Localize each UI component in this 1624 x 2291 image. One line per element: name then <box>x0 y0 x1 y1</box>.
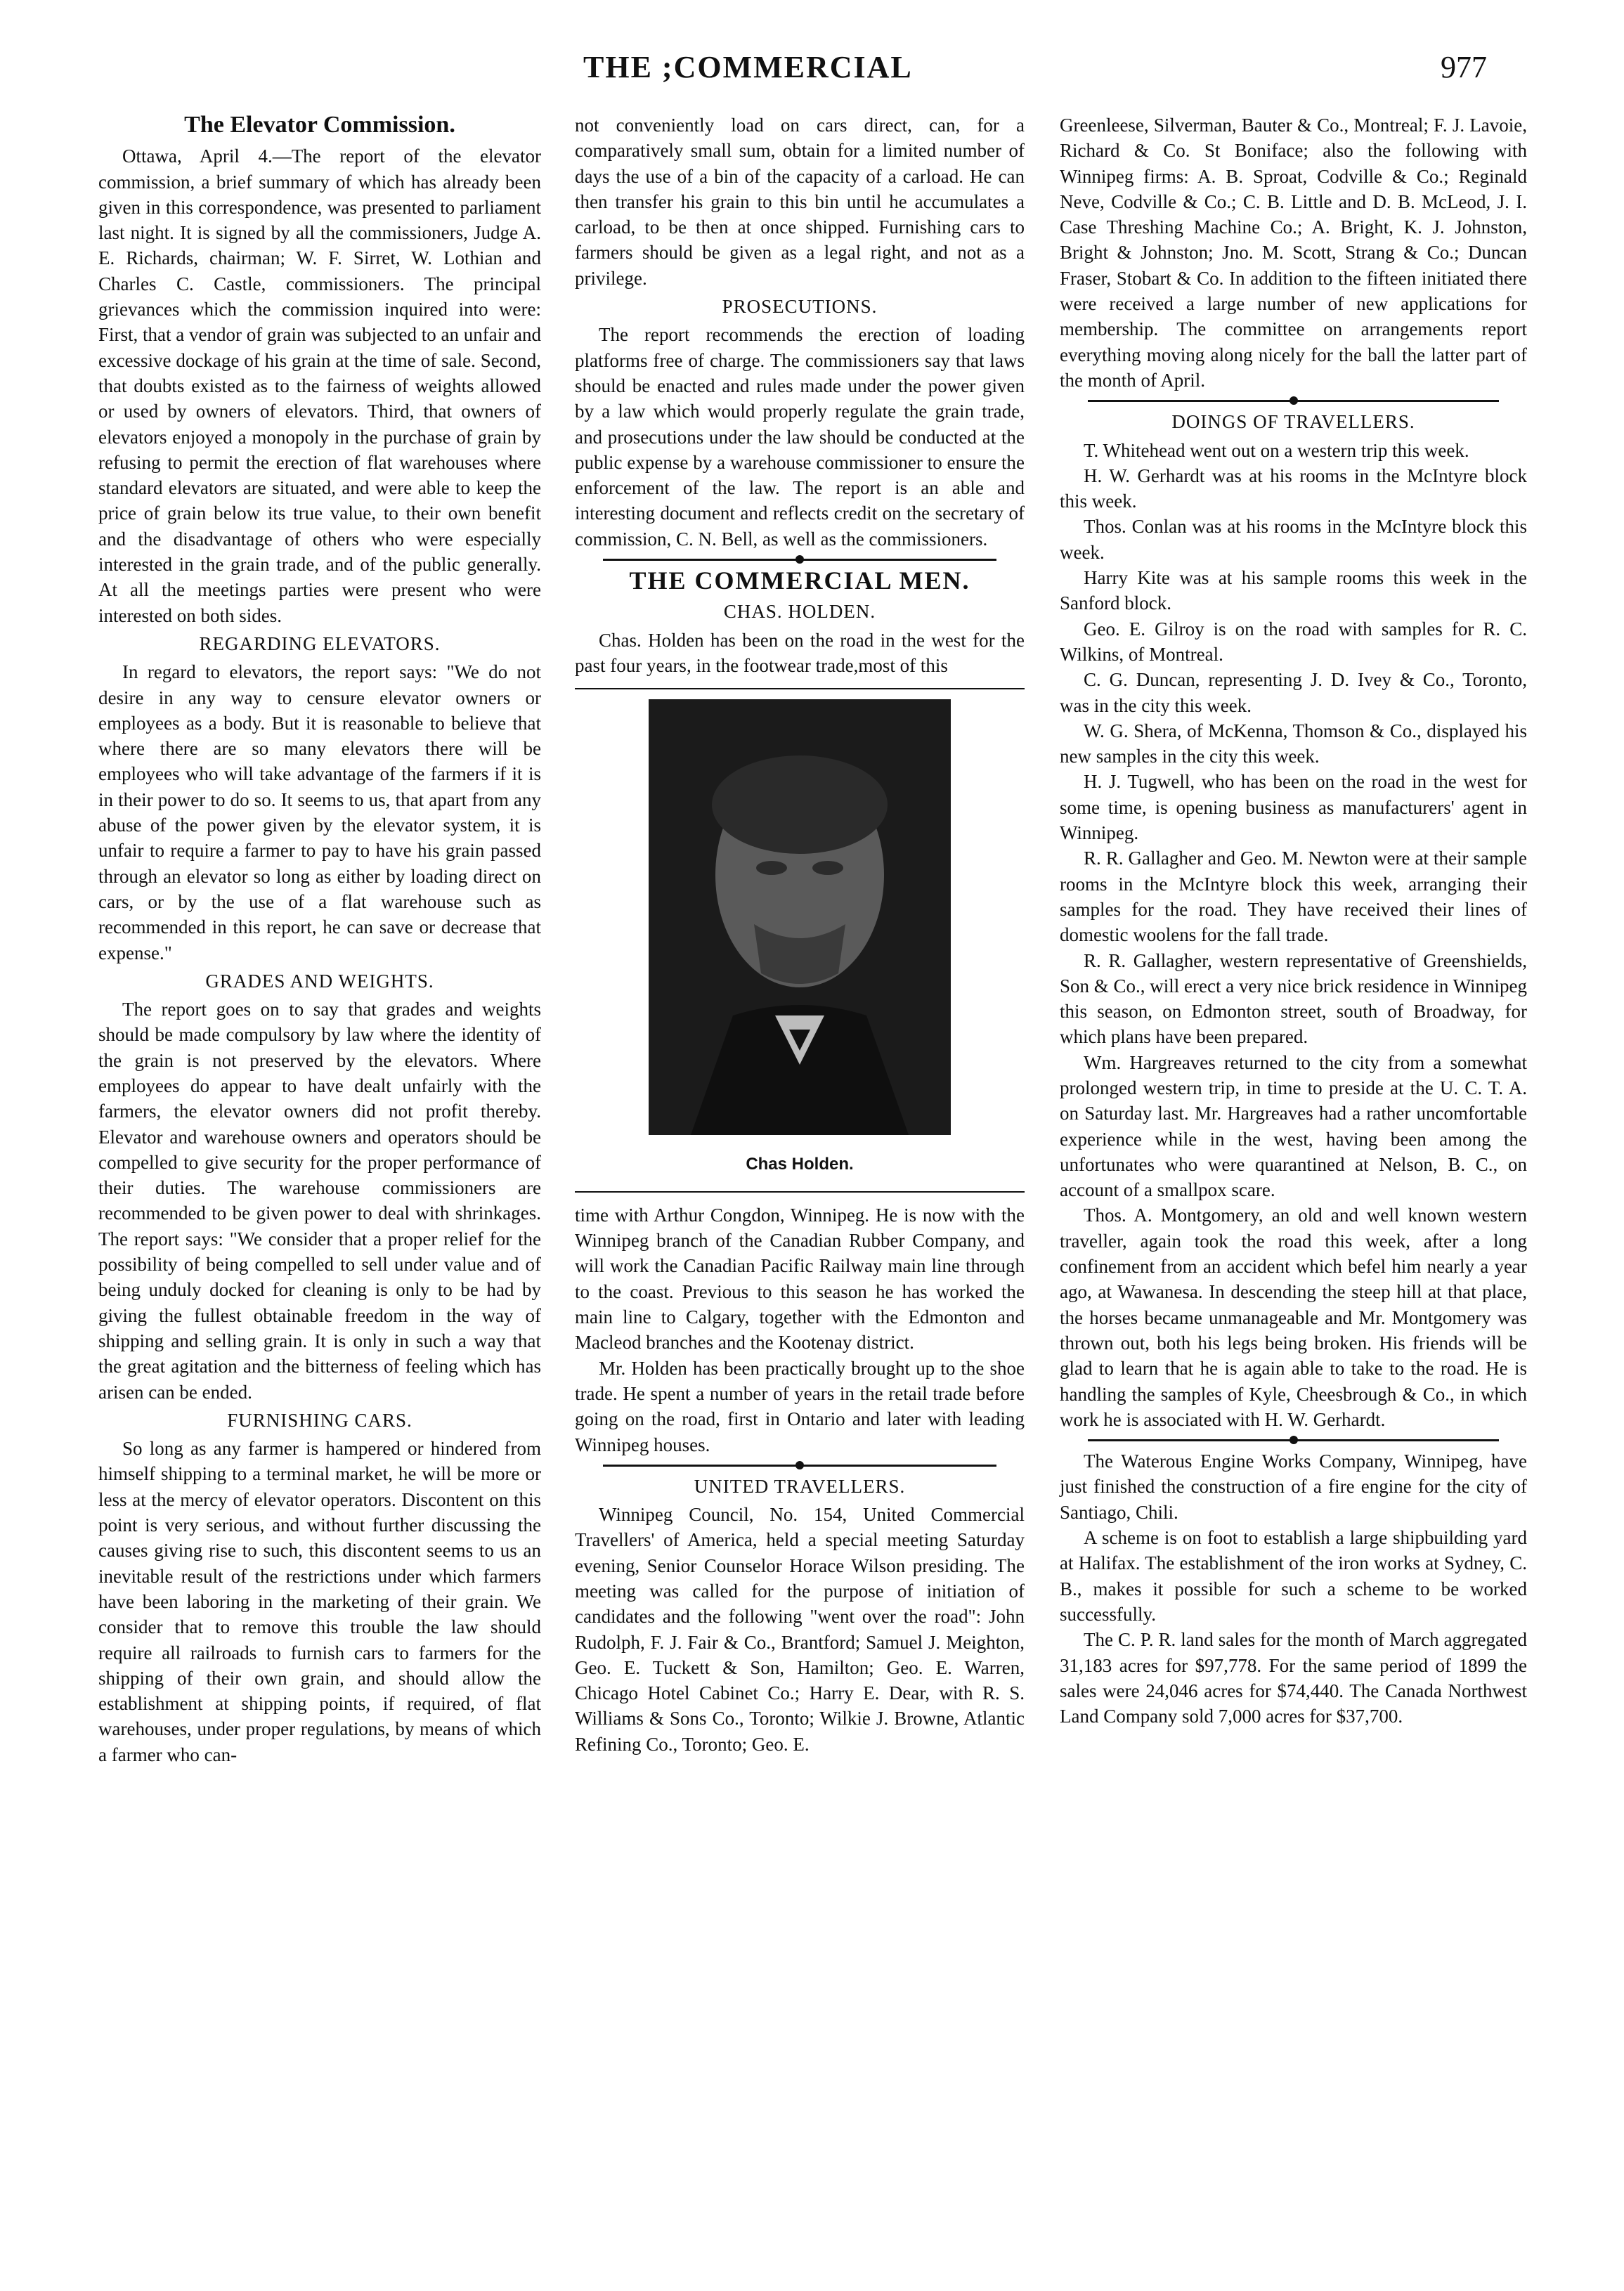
divider <box>603 1465 996 1467</box>
paragraph: The Waterous Engine Works Company, Winnipeg, have just finished the construction of a fire engine for the city of Santiago, Chili. <box>1060 1450 1527 1523</box>
news-item: C. G. Duncan, representing J. D. Ivey & Co., Toronto, was in the city this week. <box>1060 669 1527 716</box>
portrait-photo <box>649 699 951 1135</box>
news-item: Wm. Hargreaves returned to the city from a somewhat prolonged western trip, in time to preside at the U. C. T. A. on Saturday last. Mr. Hargreaves had a rather uncomfortable experience while in the west, having been among the unfortunates who were quarantined at Nelson, B. C., on account of a smallpox scare. <box>1060 1051 1527 1201</box>
section-heading-united-travellers: UNITED TRAVELLERS. <box>694 1475 906 1497</box>
news-item: Geo. E. Gilroy is on the road with samples for R. C. Wilkins, of Montreal. <box>1060 618 1527 665</box>
news-item: Thos. Conlan was at his rooms in the McIntyre block this week. <box>1060 516 1527 563</box>
paragraph: Chas. Holden has been on the road in the west for the past four years, in the footwear trade,most of this <box>575 629 1025 676</box>
portrait-caption: Chas Holden. <box>746 1154 854 1174</box>
news-item: H. W. Gerhardt was at his rooms in the McIntyre block this week. <box>1060 465 1527 512</box>
article-title-elevator-commission: The Elevator Commission. <box>184 112 455 138</box>
paragraph: A scheme is on foot to establish a large shipbuilding yard at Halifax. The establishment of the iron works at Sydney, C. B., makes it possible for such a scheme to be worked successfully. <box>1060 1527 1527 1625</box>
divider <box>575 1191 1025 1193</box>
section-heading-doings-of-travellers: DOINGS OF TRAVELLERS. <box>1171 411 1415 433</box>
paragraph: The report recommends the erection of loading platforms free of charge. The commissioners say that laws should be enacted and rules made under the power given by a law which would properly regulate the grain trade, and prosecutions under the law should be conducted at the public expense by a warehouse commissioner to ensure the enforcement of the law. The report is an able and interesting document and reflects credit on the secretary of commission, C. N. Bell, as well as the commissioners. <box>575 324 1025 550</box>
page-header <box>0 0 1624 105</box>
divider <box>603 559 996 561</box>
column-left <box>98 112 541 1767</box>
page-number: 977 <box>1441 50 1487 84</box>
article-subtitle: CHAS. HOLDEN. <box>723 601 876 623</box>
paragraph: Mr. Holden has been practically brought up to the shoe trade. He spent a number of years in the retail trade before going on the road, first in Ontario and later with leading Winnipeg houses. <box>575 1357 1025 1455</box>
divider <box>1088 1439 1499 1441</box>
news-item: W. G. Shera, of McKenna, Thomson & Co., displayed his new samples in the city this week. <box>1060 720 1527 767</box>
news-item: Thos. A. Montgomery, an old and well known western traveller, again took the road this week, after a long confinement from an accident which befel him nearly a year ago, at Wawanesa. In descending the steep hill at that place, the horses became unmanageable and Mr. Montgomery was thrown out, both his legs being broken. His friends will be glad to learn that he is again able to take to the road. He is handling the samples of Kyle, Cheesbrough & Co., in which work he is associated with H. W. Gerhardt. <box>1060 1205 1527 1430</box>
masthead: THE ;COMMERCIAL <box>583 50 913 84</box>
column-middle <box>575 112 1025 1757</box>
paragraph: In regard to elevators, the report says: "We do not desire in any way to censure elevator owners or employees as a body. But it is reasonable to believe that where there are so many elevators there will be employees who will take advantage of the farmers if it is in their power to do so. It seems to us, that apart from any abuse of the power given by the elevator system, it is unfair to require a farmer to pay to have his grain passed through an elevator so long as either by loading direct on cars, or by the use of a flat warehouse such as recommended in this report, he can save or decrease that expense." <box>98 661 541 963</box>
paragraph: Greenleese, Silverman, Bauter & Co., Montreal; F. J. Lavoie, Richard & Co. St Boniface; also the following with Winnipeg firms: A. B. Sproat, Codville & Co.; Reginald Neve, Codville & Co.; C. B. Little and D. B. McLeod, J. I. Case Threshing Machine Co.; A. Bright, K. J. Johnston, Bright & Johnston; Jno. M. Scott, Strang & Co.; Duncan Fraser, Stobart & Co. In addition to the fifteen initiated there were received a large number of new applications for membership. The committee on arrangements report everything moving along nicely for the ball the latter part of the month of April. <box>1060 115 1527 391</box>
paragraph: The C. P. R. land sales for the month of March aggregated 31,183 acres for $97,778. For the same period of 1899 the sales were 24,046 acres for $74,440. The Canada Northwest Land Company sold 7,000 acres for $37,700. <box>1060 1629 1527 1727</box>
section-heading-furnishing-cars: FURNISHING CARS. <box>227 1409 413 1431</box>
paragraph: time with Arthur Congdon, Winnipeg. He is now with the Winnipeg branch of the Canadian Rubber Company, and will work the Canadian Pacific Railway main line through to the coast. Previous to this season he has worked the main line to Calgary, together with the Edmonton and Macleod branches and the Kootenay district. <box>575 1204 1025 1354</box>
paragraph: Winnipeg Council, No. 154, United Commercial Travellers' of America, held a special meeting Saturday evening, Senior Counselor Horace Wilson presiding. The meeting was called for the purpose of initiation of candidates and the following "went over the road": John Rudolph, F. J. Fair & Co., Brantford; Samuel J. Meighton, Geo. E. Tuckett & Son, Hamilton; Geo. E. Warren, Chicago Hotel Cabinet Co.; Harry E. Dear, with R. S. Williams & Sons Co., Toronto; Wilkie J. Browne, Atlantic Refining Co., Toronto; Geo. E. <box>575 1504 1025 1755</box>
paragraph: The report goes on to say that grades and weights should be made compulsory by law where the identity of the grain is not preserved by the elevators. Where employees do appear to have dealt unfairly with the farmers, the elevator owners did not profit thereby. Elevator and warehouse owners and operators should be compelled to give security for the proper performance of their duties. The warehouse commissioners are recommended to be given power to deal with shrinkages. The report says: "We consider that a proper relief for the possibility of being compelled to sell under value and of being unduly docked for cleaning is only to be had by giving the fullest obtainable freedom in the way of shipping and selling grain. It is only in such a way that the great agitation and the bitterness of feeling which has arisen can be ended. <box>98 999 541 1403</box>
divider <box>575 688 1025 689</box>
news-item: Harry Kite was at his sample rooms this week in the Sanford block. <box>1060 567 1527 614</box>
column-right <box>1060 112 1527 1729</box>
news-item: H. J. Tugwell, who has been on the road in the west for some time, is opening business as manufacturers' agent in Winnipeg. <box>1060 771 1527 844</box>
article-title-commercial-men: THE COMMERCIAL MEN. <box>629 566 970 595</box>
paragraph: not conveniently load on cars direct, can, for a comparatively small sum, obtain for a limited number of days the use of a bin of the capacity of a carload. He can then transfer his grain to this bin until he accumulates a carload, to be then at once shipped. Furnishing cars to farmers should be given as a legal right, and not as a privilege. <box>575 115 1025 289</box>
section-heading-regarding-elevators: REGARDING ELEVATORS. <box>199 632 441 654</box>
news-item: T. Whitehead went out on a western trip this week. <box>1084 439 1469 461</box>
paragraph: Ottawa, April 4.—The report of the elevator commission, a brief summary of which has already been given in this correspondence, was presented to parliament last night. It is signed by all the commissioners, Judge A. E. Richards, chairman; W. F. Sirret, W. Lothian and Charles C. Castle, commissioners. The principal grievances which the commission inquired into were: First, that a vendor of grain was subjected to an unfair and excessive dockage of his grain at the time of sale. Second, that doubts existed as to the fairness of weights allowed or used by owners of elevators. Third, that owners of elevators enjoyed a monopoly in the purchase of grain by refusing to permit the erection of flat warehouses where standard elevators are situated, and were able to keep the price of grain below its true value, to their own benefit and the disadvantage of others who were especially interested in the grain trade, and of the public generally. At all the meetings parties were present who were interested on both sides. <box>98 145 541 626</box>
divider <box>1088 400 1499 402</box>
news-item: R. R. Gallagher and Geo. M. Newton were at their sample rooms in the McIntyre block this week, arranging their samples for the road. They have received their lines of domestic woolens for the fall trade. <box>1060 848 1527 946</box>
news-item: R. R. Gallagher, western representative of Greenshields, Son & Co., will erect a very nice brick residence in Winnipeg this season, on Edmonton street, south of Broadway, for which plans have been prepared. <box>1060 949 1527 1048</box>
section-heading-prosecutions: PROSECUTIONS. <box>722 296 878 318</box>
paragraph: So long as any farmer is hampered or hindered from himself shipping to a terminal market, he will be more or less at the mercy of elevator operators. Discontent on this point is very serious, and without further discussing the causes giving rise to such, this discontent seems to us an inevitable result of the restrictions under which farmers have been laboring in the marketing of their grain. We consider that to remove this trouble the law should require all railroads to furnish cars to farmers for the shipping of their own grain, and should allow the establishment at shipping points, if required, of flat warehouses, under proper regulations, by means of which a farmer who can- <box>98 1438 541 1765</box>
section-heading-grades-weights: GRADES AND WEIGHTS. <box>205 970 434 992</box>
portrait-figure <box>575 699 1025 1177</box>
